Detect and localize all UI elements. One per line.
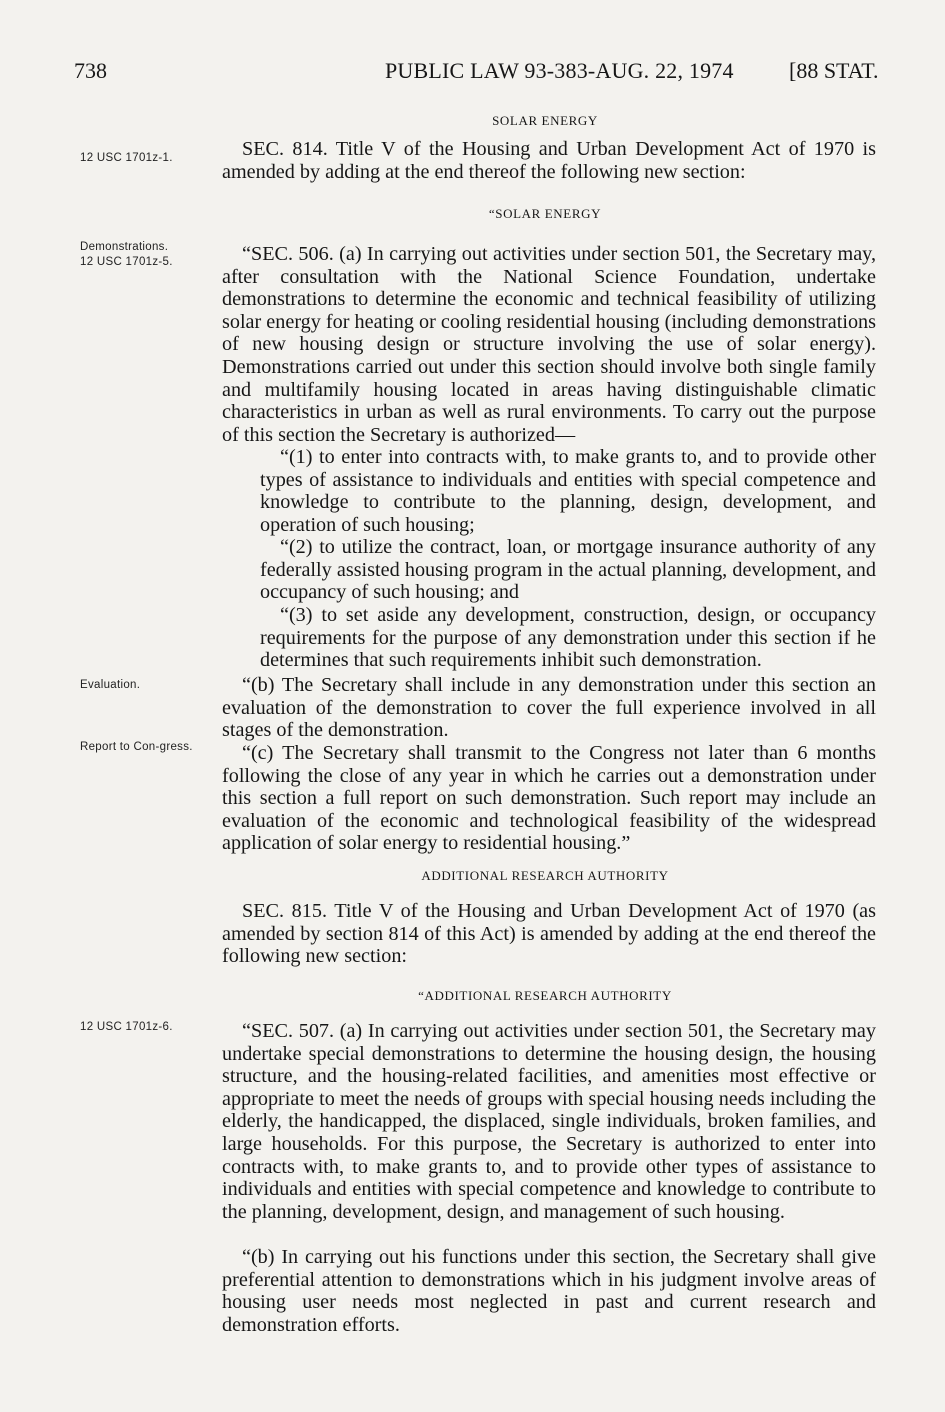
section-506a-item-3: “(3) to set aside any development, construction, design, or occupancy requirements for the purpose of any demonstration under this section if he determines that such requirements inhibit such demonstration. [260, 604, 876, 672]
section-815-text: SEC. 815. Title V of the Housing and Urban Development Act of 1970 (as amended by section 814 of this Act) is amended by adding at the end thereof the following new section: [222, 900, 876, 968]
page-running-title: PUBLIC LAW 93-383-AUG. 22, 1974 [385, 58, 734, 83]
margin-note-evaluation: Evaluation. [80, 679, 141, 691]
section-507a-text: “SEC. 507. (a) In carrying out activities under section 501, the Secretary may undertake special demonstrations to determine the housing design, the housing structure, and the housing-related facilities, and amenities most effective or appropriate to meet the needs of groups with special housing needs including the elderly, the handicapped, the displaced, single individuals, broken families, and large households. For this purpose, the Secretary is authorized to enter into contracts with, to make grants to, and to provide other types of assistance to individuals and entities with special competence and knowledge to contribute to the planning, development, design, and management of such housing. [222, 1020, 876, 1223]
heading-additional-research-quoted: “ADDITIONAL RESEARCH AUTHORITY [418, 988, 672, 1003]
heading-solar-energy: SOLAR ENERGY [492, 113, 598, 128]
section-506c-text: “(c) The Secretary shall transmit to the Congress not later than 6 months following the close of any year in which he carries out a demonstration under this section a full report on such demonstration. Such report may include an evaluation of the economic and technological feasibility of the widespread application of solar energy to residential housing.” [222, 742, 876, 855]
section-506a-item-2: “(2) to utilize the contract, loan, or mortgage insurance authority of any federally assisted housing program in the actual planning, development, and occupancy of such housing; and [260, 536, 876, 604]
heading-solar-energy-quoted: “SOLAR ENERGY [488, 206, 602, 221]
page-number: 738 [74, 58, 107, 83]
margin-note-usc-1701z1: 12 USC 1701z-1. [80, 152, 173, 164]
statute-volume: [88 STAT. [789, 58, 879, 83]
margin-note-usc-1701z6: 12 USC 1701z-6. [80, 1021, 173, 1033]
margin-note-report-to-congress: Report to Con-gress. [80, 741, 193, 753]
section-506b-text: “(b) The Secretary shall include in any demonstration under this section an evaluation of the demonstration to cover the full experience involved in all stages of the demonstration. [222, 674, 876, 742]
margin-note-usc-1701z5: 12 USC 1701z-5. [80, 256, 173, 268]
heading-additional-research: ADDITIONAL RESEARCH AUTHORITY [421, 868, 669, 883]
section-506a-text: “SEC. 506. (a) In carrying out activities under section 501, the Secretary may, after consultation with the National Science Foundation, undertake demonstrations to determine the economic and technical feasibility of utilizing solar energy for heating or cooling residential housing (including demonstrations of new housing design or structure involving the use of solar energy). Demonstrations carried out under this section should involve both single family and multifamily housing located in areas having distinguishable climatic characteristics in urban as well as rural environments. To carry out the purpose of this section the Secretary is authorized— [222, 243, 876, 446]
margin-note-demonstrations: Demonstrations. [80, 241, 169, 253]
section-814-text: SEC. 814. Title V of the Housing and Urban Development Act of 1970 is amended by adding at the end thereof the following new section: [222, 138, 876, 183]
section-507b-text: “(b) In carrying out his functions under this section, the Secretary shall give preferential attention to demonstrations which in his judgment involve areas of housing user needs most neglected in past and current research and demonstration efforts. [222, 1246, 876, 1336]
section-506a-item-1: “(1) to enter into contracts with, to make grants to, and to provide other types of assistance to individuals and entities with special competence and knowledge to contribute to the planning, design, development, and operation of such housing; [260, 446, 876, 536]
